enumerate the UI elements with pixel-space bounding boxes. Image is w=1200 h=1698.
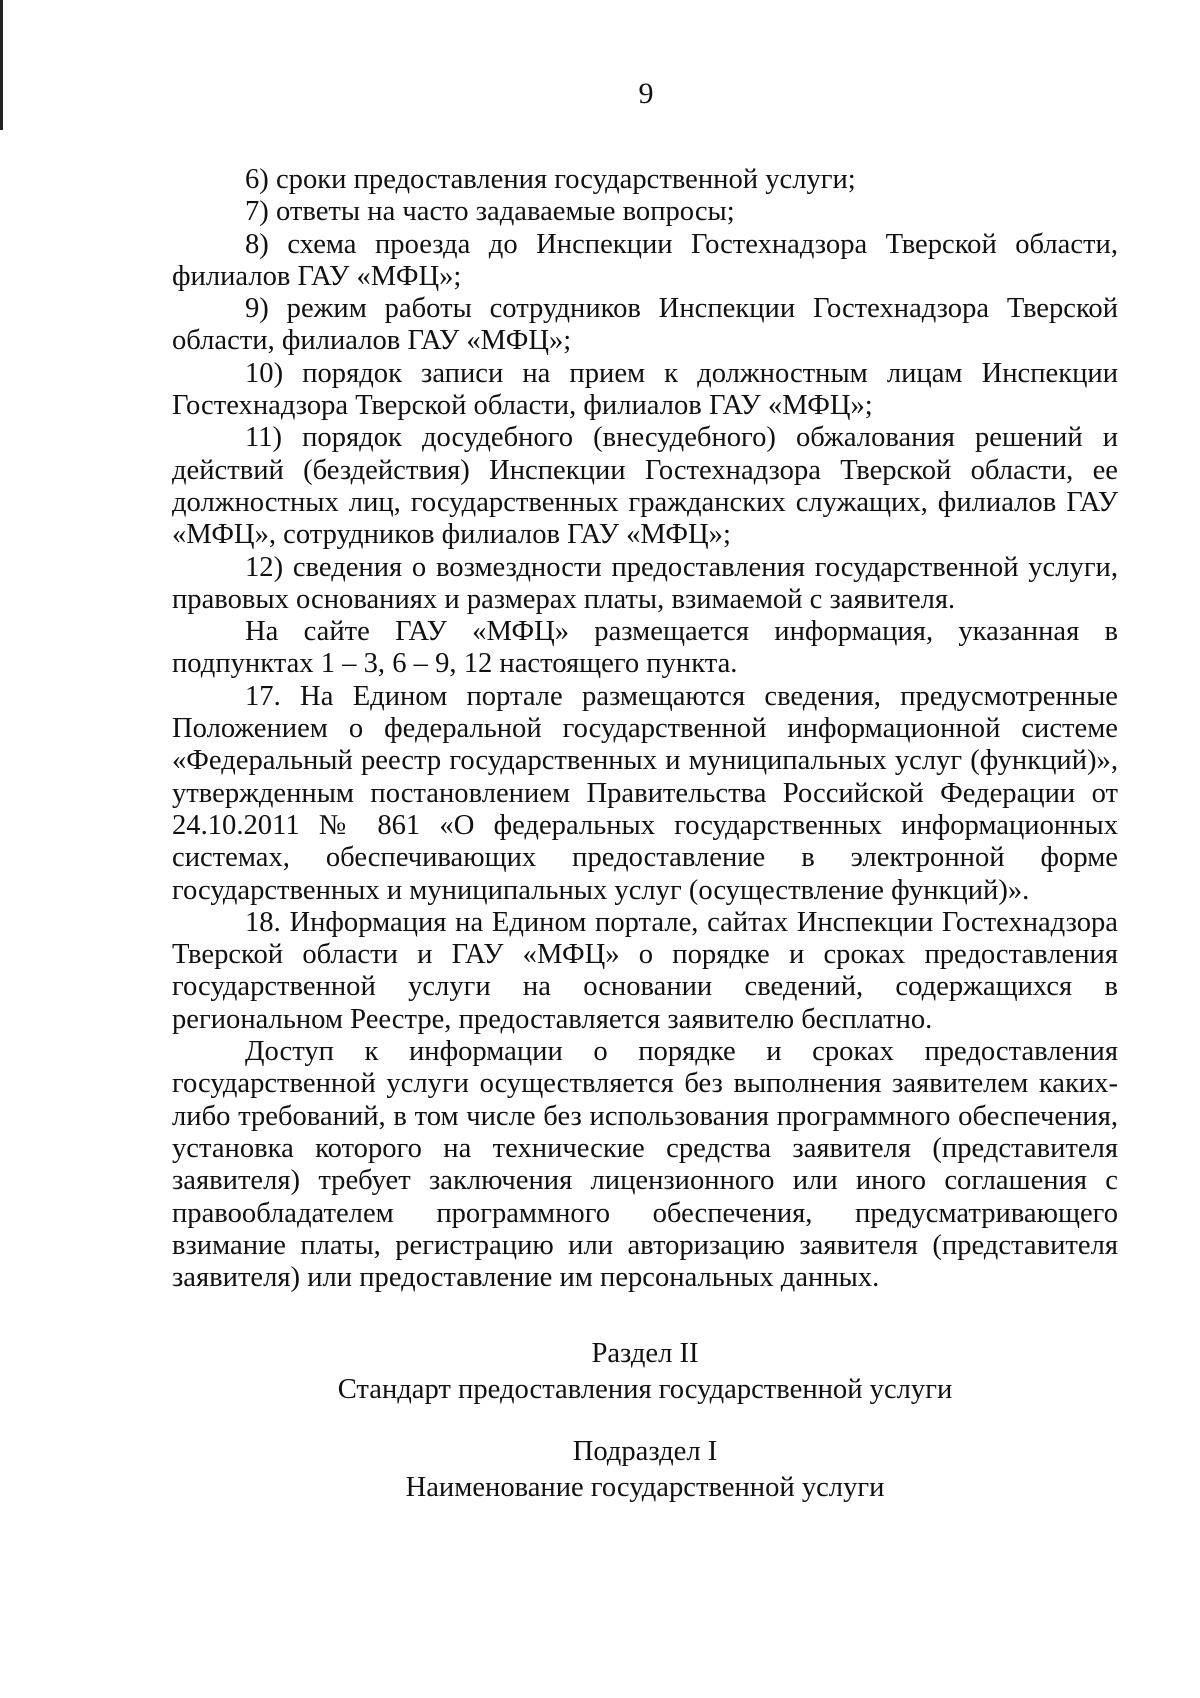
subsection-heading: [172, 1434, 1118, 1506]
section-heading: [172, 1336, 1118, 1408]
paragraph-item-7: 7) ответы на часто задаваемые вопросы;: [245, 196, 735, 228]
subsection-title: Наименование государственной услуги: [405, 1472, 885, 1503]
paragraph-item-9: 9) режим работы сотрудников Инспекции Гостехнадзора Тверской области, филиалов ГАУ «МФЦ»;: [172, 293, 1118, 357]
paragraph-item-11: 11) порядок досудебного (внесудебного) обжалования решений и действий (бездействия) Инспекции Гостехнадзора Тверской области, ее должностных лиц, государственных гражданских служащих, филиалов ГАУ «МФЦ», сотрудников филиалов ГАУ «МФЦ»;: [172, 422, 1118, 551]
section-label: Раздел II: [591, 1338, 699, 1369]
paragraph-item-6: 6) сроки предоставления государственной услуги;: [245, 164, 856, 195]
paragraph-item-8: 8) схема проезда до Инспекции Гостехнадзора Тверской области, филиалов ГАУ «МФЦ»;: [172, 228, 1118, 292]
paragraph-clause-18: 18. Информация на Едином портале, сайтах Инспекции Гостехнадзора Тверской области и ГАУ «МФЦ» о порядке и сроках предоставления государственной услуги на основании сведений, содержащихся в региональном Реестре, предоставляется заявителю бесплатно.: [172, 906, 1118, 1035]
section-title: Стандарт предоставления государственной услуги: [337, 1374, 953, 1405]
paragraph-item-10: 10) порядок записи на прием к должностным лицам Инспекции Гостехнадзора Тверской области, филиалов ГАУ «МФЦ»;: [172, 357, 1118, 422]
page-number: 9: [638, 77, 654, 110]
paragraph-clause-17: 17. На Едином портале размещаются сведения, предусмотренные Положением о федеральной государственной информационной системе «Федеральный реестр государственных и муниципальных услуг (функций)», утвержденным постановлением Правительства Российской Федерации от 24.10.2011 № 861 «О федеральных государственных информационных системах, обеспечивающих предоставление в электронной форме государственных и муниципальных услуг (осуществление функций)».: [172, 680, 1118, 906]
paragraph-item-12: 12) сведения о возмездности предоставления государственной услуги, правовых основаниях и размерах платы, взимаемой с заявителя.: [172, 551, 1118, 615]
paragraph-mfc-site: На сайте ГАУ «МФЦ» размещается информация, указанная в подпунктах 1 – 3, 6 – 9, 12 настоящего пункта.: [172, 616, 1118, 680]
document-body: [172, 164, 1118, 1294]
subsection-label: Подраздел I: [572, 1436, 718, 1467]
paragraph-access: Доступ к информации о порядке и сроках предоставления государственной услуги осуществляется без выполнения заявителем каких-либо требований, в том числе без использования программного обеспечения, установка которого на технические средства заявителя (представителя заявителя) требует заключения лицензионного или иного соглашения с правообладателем программного обеспечения, предусматривающего взимание платы, регистрацию или авторизацию заявителя (представителя заявителя) или предоставление им персональных данных.: [172, 1036, 1118, 1294]
